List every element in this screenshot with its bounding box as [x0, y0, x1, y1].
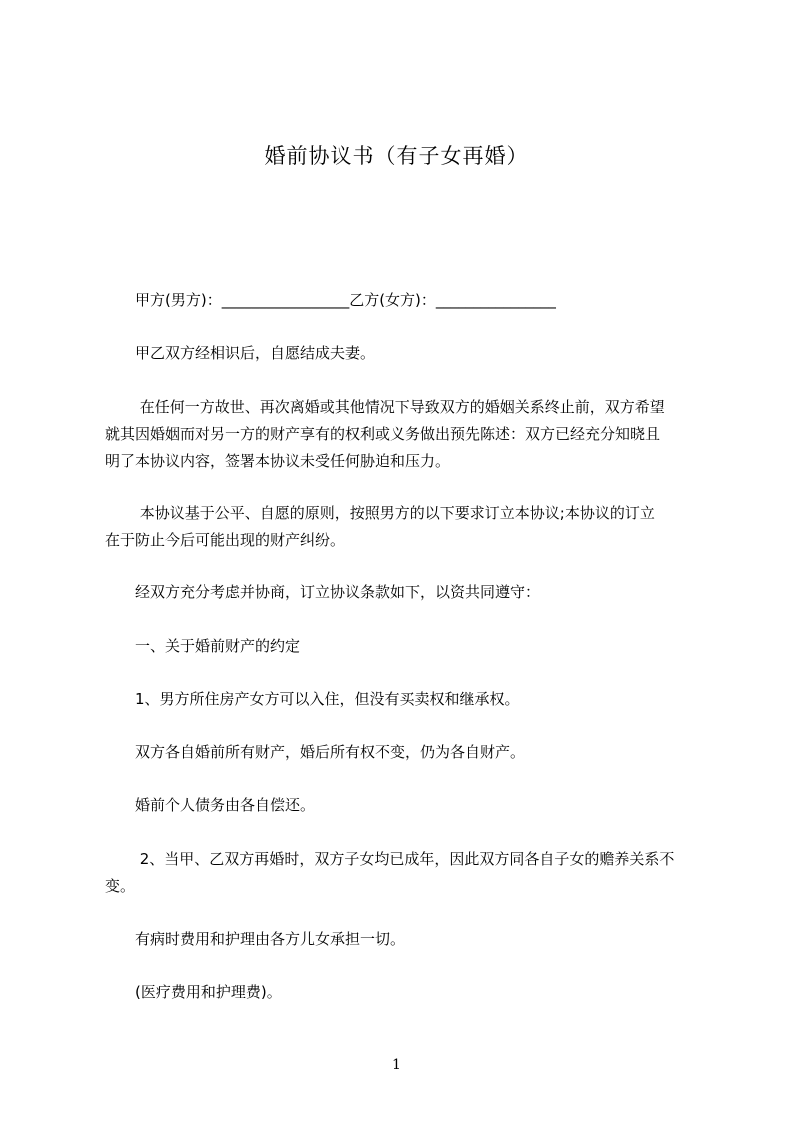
- clause-1: [105, 686, 715, 713]
- text-line: 本协议基于公平、自愿的原则，按照男方的以下要求订立本协议;本协议的订立: [105, 504, 655, 522]
- text-line: 经双方充分考虑并协商，订立协议条款如下，以资共同遵守：: [105, 583, 541, 601]
- text-line: 2、当甲、乙双方再婚时，双方子女均已成年，因此双方同各自子女的赡养关系不: [105, 850, 675, 868]
- section-heading: [105, 633, 715, 660]
- text-line: 就其因婚姻而对另一方的财产享有的权利或义务做出预先陈述：双方已经充分知晓且: [105, 425, 661, 443]
- text-line: 1、男方所住房产女方可以入住，但没有买卖权和继承权。: [105, 690, 520, 708]
- paragraph-marriage-intent: [105, 340, 715, 367]
- text-line: 变。: [105, 877, 136, 895]
- text-line: (医疗费用和护理费)。: [105, 983, 282, 1001]
- text-line: 甲乙双方经相识后，自愿结成夫妻。: [105, 344, 376, 362]
- paragraph-prenuptial-property: [105, 739, 715, 766]
- paragraph-terms-intro: [105, 579, 715, 606]
- page-number: 1: [392, 1057, 401, 1073]
- text-line: 在于防止今后可能出现的财产纠纷。: [105, 531, 346, 549]
- text-line: 有病时费用和护理由各方儿女承担一切。: [105, 930, 406, 948]
- text-line: 婚前个人债务由各自偿还。: [105, 796, 316, 814]
- parties-line: [105, 287, 715, 314]
- text-line: 在任何一方故世、再次离婚或其他情况下导致双方的婚姻关系终止前，双方希望: [105, 398, 665, 416]
- clause-2: [105, 846, 715, 900]
- paragraph-preamble: [105, 394, 715, 475]
- paragraph-debts: [105, 792, 715, 819]
- text-line: 一、关于婚前财产的约定: [105, 637, 301, 655]
- paragraph-medical-fees: [105, 979, 715, 1006]
- text-line: 双方各自婚前所有财产，婚后所有权不变，仍为各自财产。: [105, 743, 526, 761]
- text-line: 明了本协议内容，签署本协议未受任何胁迫和压力。: [105, 452, 451, 470]
- text-line: 甲方(男方)：_________________乙方(女方)：________________: [105, 291, 556, 309]
- paragraph-medical-care: [105, 926, 715, 953]
- paragraph-principle: [105, 500, 715, 554]
- document-title: 婚前协议书（有子女再婚）: [264, 144, 529, 168]
